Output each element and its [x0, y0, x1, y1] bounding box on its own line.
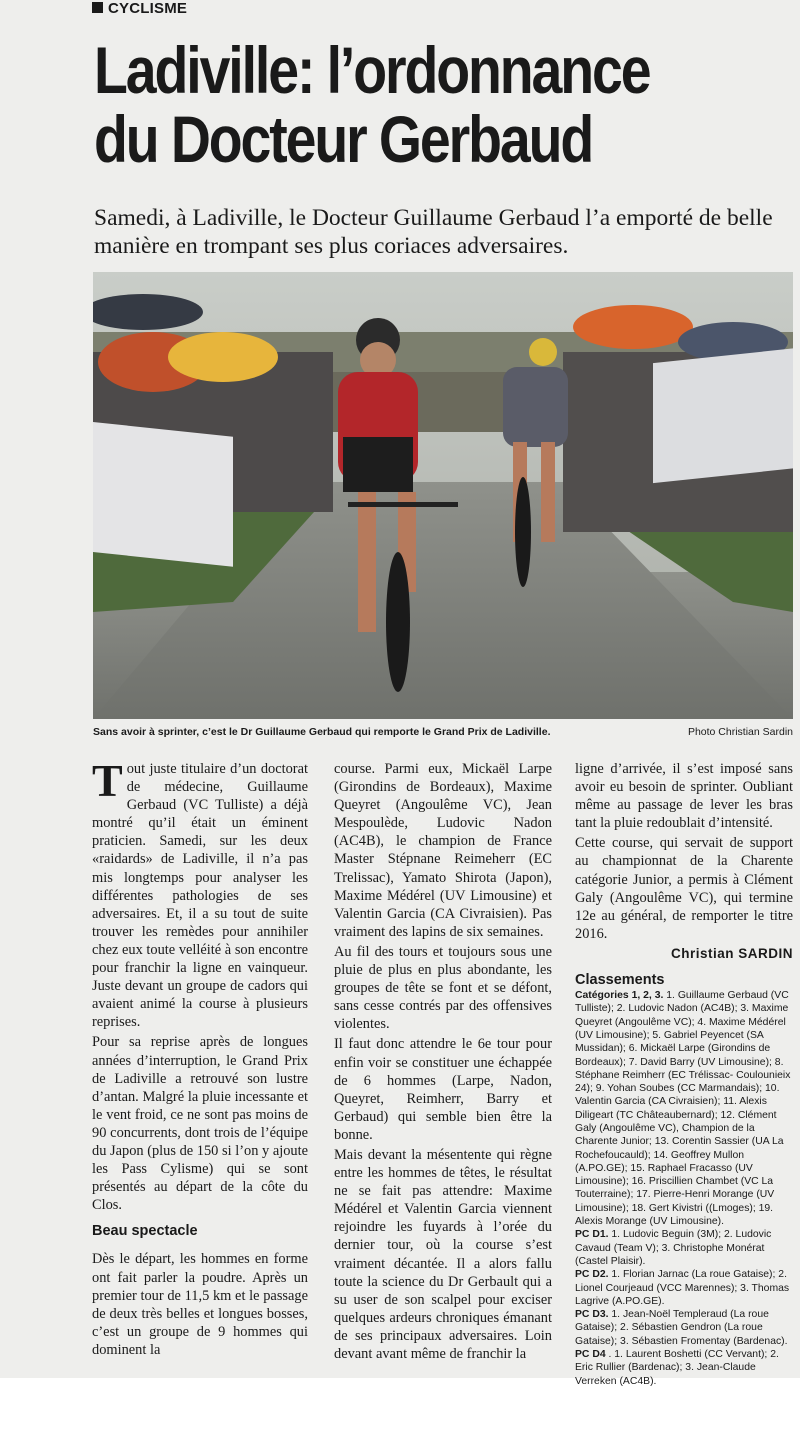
results-category-text: 1. Florian Jarnac (La roue Gataise); 2. Lionel Courjeaud (VCC Marennes); 3. Thomas Lagrive (A.PO.GE).: [575, 1269, 790, 1307]
article-paragraph: Dès le départ, les hommes en forme ont fait parler la poudre. Après un premier tour de 11,5 km et le passage de deux très belles et longues bosses, c’est un groupe de 9 hommes qui dominent la: [92, 1251, 308, 1358]
results-heading: Classements: [575, 972, 665, 989]
article-paragraph: Cette course, qui servait de support au championnat de la Charente catégorie Junior, a permis à Clément Galy (Angoulême VC), qui termine 12e au général, de remporter le titre 2016.: [575, 835, 793, 942]
article-paragraph: Tout juste titulaire d’un doctorat de médecine, Guillaume Gerbaud (VC Tulliste) a déjà montré qu’il était un éminent praticien. Samedi, sur les deux «raidards» de Ladiville, il n’a pas mis longtemps pour analyser les différentes pathologies de ses adversaires. Et, il a su tout de suite trouver les remèdes pour annihiler chez eux toute velléité à son encontre pour franchir la ligne en vainqueur. Juste devant un groupe de cadors qui avaient animé la course à plusieurs reprises.: [92, 755, 308, 1031]
results-category-text: 1. Ludovic Beguin (3M); 2. Ludovic Cavaud (Team V); 3. Christophe Monérat (Castel Plaisir).: [575, 1229, 772, 1267]
section-rubric: [92, 0, 187, 17]
headline: [94, 33, 682, 176]
article-paragraph: ligne d’arrivée, il s’est imposé sans avoir eu besoin de sprinter. Oubliant même au passage de lever les bras tant la pluie redoublait d’intensité.: [575, 761, 793, 832]
results-category-text: 1. Guillaume Gerbaud (VC Tulliste); 2. Ludovic Nadon (AC4B); 3. Maxime Queyret (Angoulême VC); 4. Maxime Médérel (UV Limousine); 5. Gabriel Peyencet (SA Mussidan); 6. Mickaël Larpe (Girondins de Bordeaux); 7. David Barry (UV Limousine); 8. Stéphane Reimherr (EC Trélissac- Coulounieix 24); 9. Yohan Soubes (CC Marmandais); 10. Valentin Garcia (CA Civraisien); 11. Alexis Diligeart (TC Châteaubernard); 12. Clément Galy (Angoulême VC), Champion de la Charente Junior; 13. Corentin Sassier (UA La Rochefoucauld); 14. Geoffrey Mullon (A.PO.GE); 15. Raphael Fracasso (UV Limousine); 16. Priscillien Chambet (VC La Touterraine); 17. Pierre-Henri Morange (UV Limousine); 18. Gert Kivistri ((Lmoges); 19. Alexis Morange (UV Limousine).: [575, 990, 791, 1228]
article-column-2: [334, 760, 552, 1365]
caption-text: Sans avoir à sprinter, c’est le Dr Guillaume Gerbaud qui remporte le Grand Prix de Ladiville.: [93, 726, 551, 738]
results-category-text: . 1. Laurent Boshetti (CC Vervant); 2. Eric Rullier (Bardenac); 3. Jean-Claude Verreken (AC4B).: [575, 1349, 779, 1387]
cyclists-photo-illustration: [93, 272, 793, 719]
drop-cap: T: [92, 755, 123, 806]
results-category-label: PC D4: [575, 1349, 606, 1361]
article-column-1: [92, 755, 308, 1361]
headline-line-1: Ladiville: l’ordonnance: [94, 33, 650, 107]
results-category-label: PC D2.: [575, 1269, 609, 1281]
results-category-text: 1. Jean-Noël Templeraud (La roue Gataise); 2. Sébastien Gendron (La roue Gataise); 3. Sébastien Fromentay (Bardenac).: [575, 1309, 788, 1347]
results-category-label: Catégories 1, 2, 3.: [575, 990, 664, 1002]
author-byline: Christian SARDIN: [670, 945, 793, 961]
article-paragraph: Pour sa reprise après de longues années d’interruption, le Grand Prix de Ladiville a retrouvé son lustre d’antan. Malgré la pluie incessante et le vent froid, ce ne sont pas moins de 90 concurrents, dont trois de l’équipe du Japon (plus de 150 si l’on y ajoute les Pass Cylisme) qui se sont présentés au départ de la côte du Clos.: [92, 1034, 308, 1214]
results-category-label: PC D1.: [575, 1229, 609, 1241]
rubric-label: CYCLISME: [108, 0, 188, 17]
article-paragraph: Il faut donc attendre le 6e tour pour enfin voir se constituer une échappée de 6 hommes (Larpe, Nadon, Queyret, Reimherr, Barry et Gerbaud) qui semble bien être la bonne.: [334, 1036, 552, 1143]
headline-line-2: du Docteur Gerbaud: [94, 102, 593, 176]
results-list: [575, 989, 793, 1388]
results-category-label: PC D3.: [575, 1309, 609, 1321]
square-bullet-icon: [92, 2, 103, 13]
article-paragraph: course. Parmi eux, Mickaël Larpe (Girondins de Bordeaux), Maxime Queyret (Angoulême VC), Jean Mespoulède, Ludovic Nadon (AC4B), le champion de France Master Stépnane Reimeherr (EC Trelissac), Yamato Shirota (Japon), Maxime Médérel (UV Limousine) et Valentin Garcia (CA Civraisien). Pas vraiment des lapins de six semaines.: [334, 761, 552, 940]
race-photo: [93, 272, 793, 719]
article-paragraph: Mais devant la mésentente qui règne entre les hommes de têtes, le résultat ne se fait pas attendre: Maxime Médérel et Valentin Garcia viennent rejoindre les fuyards à l’orée du dernier tour, où la course s’est vraiment décantée. Il a alors fallu toute la science du Dr Gerbault qui a su user de son scalpel pour exciser quelques ardeurs chroniques émanant de ses principaux adversaires. Loin devant avant même de franchir la: [334, 1146, 552, 1362]
article-subhead: Beau spectacle: [92, 1223, 198, 1240]
photo-caption: [93, 726, 793, 738]
photo-credit: Photo Christian Sardin: [687, 726, 793, 738]
article-deck: Samedi, à Ladiville, le Docteur Guillaume Gerbaud l’a emporté de belle manière en trompant ses plus coriaces adversaires.: [94, 205, 773, 259]
article-column-3: [575, 760, 793, 1388]
article-paragraph: Au fil des tours et toujours sous une pluie de plus en plus abondante, les groupes de tête se font et se défont, sans cesse contrés par des offensives violentes.: [334, 943, 552, 1033]
